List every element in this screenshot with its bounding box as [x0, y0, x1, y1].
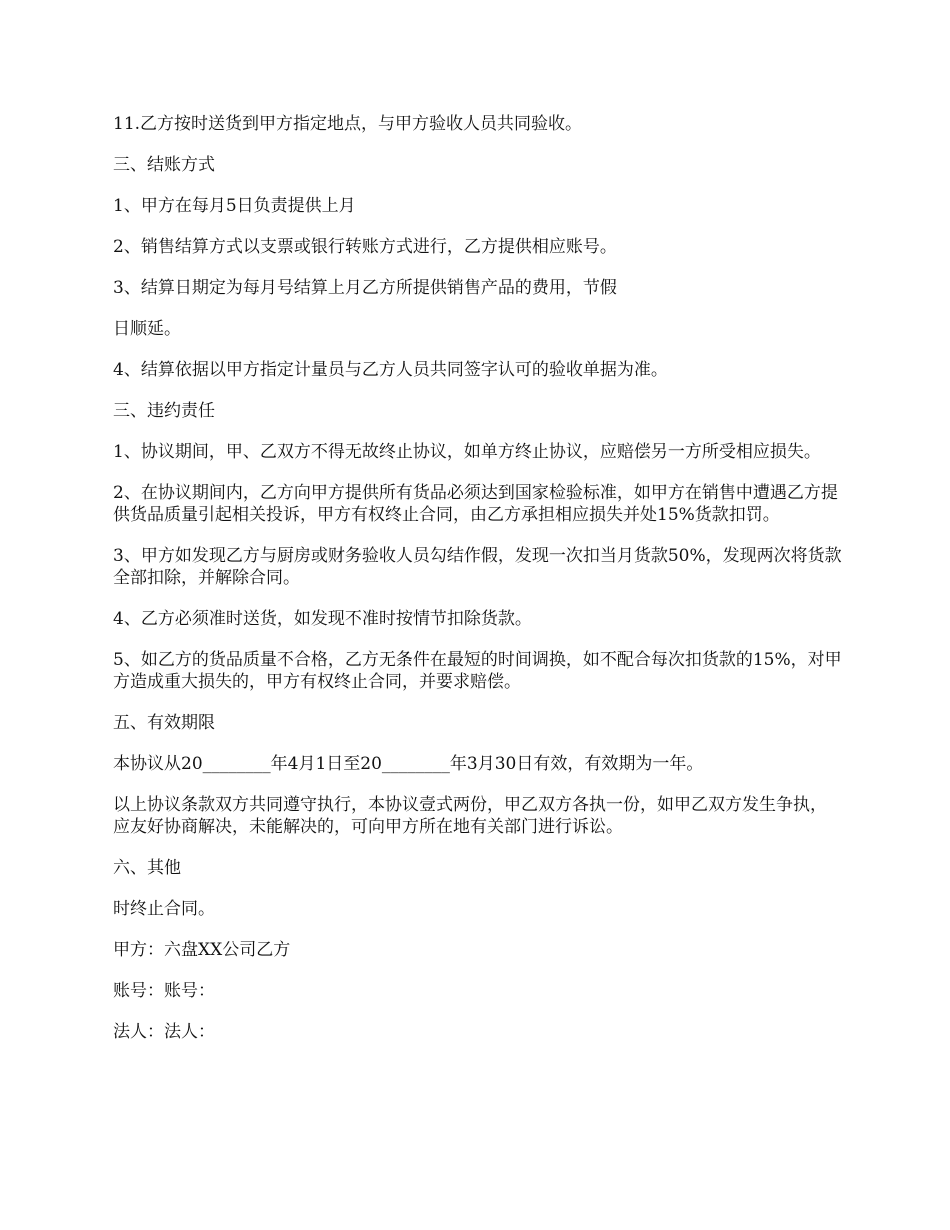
liability-clause-2: 2、在协议期间内，乙方向甲方提供所有货品必须达到国家检验标准，如甲方在销售中遭遇乙方提供货品质量引起相关投诉，甲方有权终止合同，由乙方承担相应损失并处15%货款扣罚。	[113, 483, 838, 525]
liability-clause-1: 1、协议期间，甲、乙双方不得无故终止协议，如单方终止协议，应赔偿另一方所受相应损失。	[113, 442, 821, 462]
delivery-clause: 11.乙方按时送货到甲方指定地点，与甲方验收人员共同验收。	[113, 114, 583, 134]
compliance-clause: 以上协议条款双方共同遵守执行，本协议壹式两份，甲乙双方各执一份，如甲乙双方发生争执，应友好协商解决，未能解决的，可向甲方所在地有关部门进行诉讼。	[113, 795, 827, 837]
settlement-clause-3-continued: 日顺延。	[113, 319, 181, 339]
termination-note: 时终止合同。	[113, 899, 215, 919]
settlement-clause-1: 1、甲方在每月5日负责提供上月	[113, 196, 356, 216]
liability-clause-5: 5、如乙方的货品质量不合格，乙方无条件在最短的时间调换，如不配合每次扣货款的15%，对甲方造成重大损失的，甲方有权终止合同，并要求赔偿。	[113, 650, 842, 692]
validity-period: 本协议从20________年4月1日至20________年3月30日有效，有效期为一年。	[113, 754, 704, 774]
legal-representatives: 法人：法人：	[113, 1022, 215, 1042]
section-heading-other: 六、其他	[113, 858, 181, 878]
section-heading-validity: 五、有效期限	[113, 713, 215, 733]
settlement-clause-3: 3、结算日期定为每月号结算上月乙方所提供销售产品的费用，节假	[113, 278, 617, 298]
document-body	[113, 113, 843, 1062]
account-numbers: 账号：账号：	[113, 981, 215, 1001]
liability-clause-3: 3、甲方如发现乙方与厨房或财务验收人员勾结作假，发现一次扣当月货款50%，发现两次将货款全部扣除，并解除合同。	[113, 546, 842, 588]
section-heading-settlement: 三、结账方式	[113, 155, 215, 175]
liability-clause-4: 4、乙方必须准时送货，如发现不准时按情节扣除货款。	[113, 609, 532, 629]
settlement-clause-4: 4、结算依据以甲方指定计量员与乙方人员共同签字认可的验收单据为准。	[113, 360, 668, 380]
party-names: 甲方：六盘XX公司乙方	[113, 940, 291, 960]
settlement-clause-2: 2、销售结算方式以支票或银行转账方式进行，乙方提供相应账号。	[113, 237, 617, 257]
section-heading-liability: 三、违约责任	[113, 401, 215, 421]
